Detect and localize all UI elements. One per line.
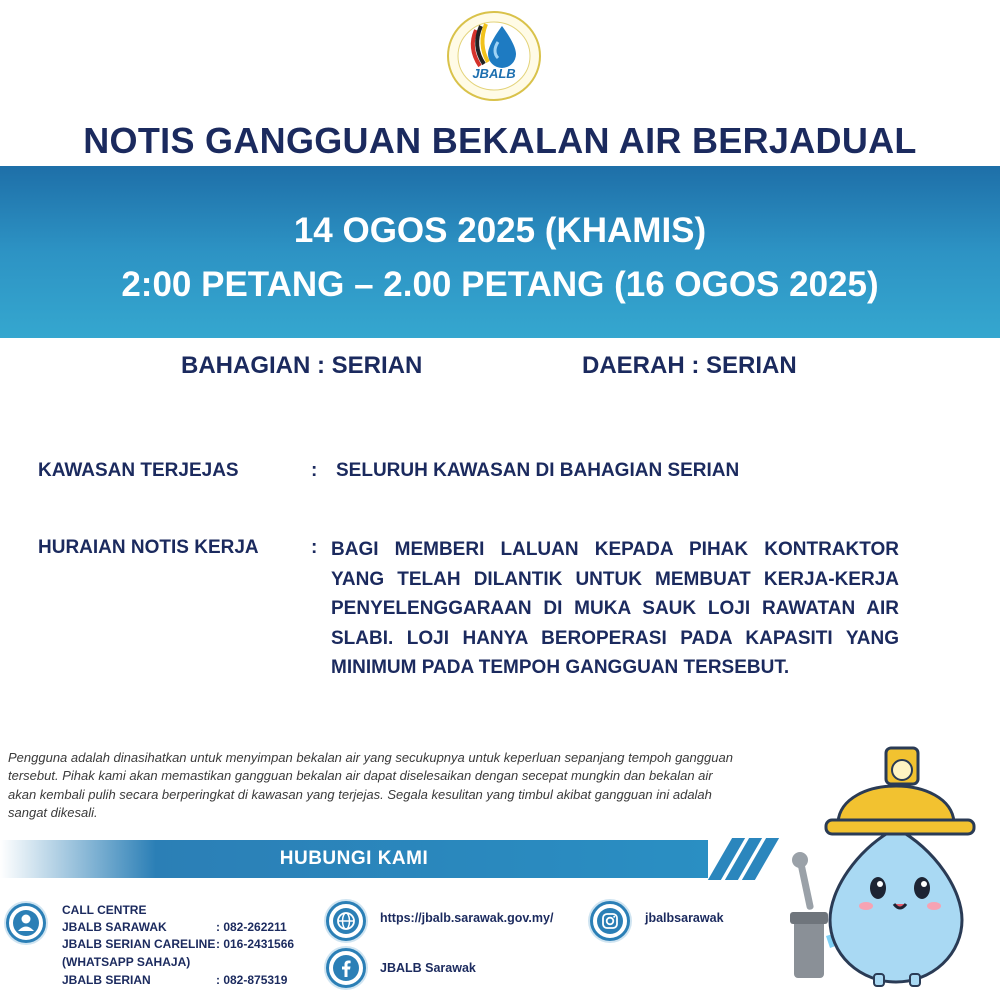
website-link[interactable]: https://jbalb.sarawak.gov.my/ bbox=[380, 911, 554, 925]
area-colon: : bbox=[311, 460, 318, 481]
contact-line-label: JBALB SERIAN CARELINE bbox=[62, 937, 216, 951]
daerah-text: DAERAH : SERIAN bbox=[582, 352, 797, 379]
contact-title: HUBUNGI KAMI bbox=[279, 848, 429, 869]
banner-time: 2:00 PETANG – 2.00 PETANG (16 OGOS 2025) bbox=[121, 265, 879, 304]
logo-wordmark: JBALB bbox=[472, 66, 516, 81]
user-icon bbox=[6, 903, 46, 943]
advisory-text: Pengguna adalah dinasihatkan untuk menyimpan bekalan air yang secukupnya untuk keperluan sepanjang tempoh gangguan tersebut. Pihak kami akan memastikan gangguan bekalan air dapat diselesaikan dengan secepat mungkin dan bekalan air akan kembali pulih secara berperingkat di kawasan yang terjejas. Segala kesulitan yang timbul akibat gangguan ini adalah sangat dikesali. bbox=[8, 750, 733, 821]
contact-line-value[interactable]: : 016-2431566 bbox=[216, 937, 295, 951]
contact-line-label: JBALB SARAWAK bbox=[62, 920, 167, 934]
area-label: KAWASAN TERJEJAS bbox=[38, 460, 239, 481]
contact-line-value[interactable]: : 082-875319 bbox=[216, 973, 288, 987]
contact-line-value[interactable]: : 082-262211 bbox=[216, 920, 287, 934]
call-centre-heading: CALL CENTRE bbox=[62, 903, 147, 917]
contact-line-label: JBALB SERIAN bbox=[62, 973, 151, 987]
banner-date: 14 OGOS 2025 (KHAMIS) bbox=[293, 211, 707, 250]
contact-header-bar bbox=[0, 840, 708, 878]
facebook-icon bbox=[326, 948, 366, 988]
work-label: HURAIAN NOTIS KERJA bbox=[38, 537, 259, 558]
jbalb-logo bbox=[446, 8, 542, 104]
area-value: SELURUH KAWASAN DI BAHAGIAN SERIAN bbox=[336, 460, 740, 481]
work-description: BAGI MEMBERI LALUAN KEPADA PIHAK KONTRAKTOR YANG TELAH DILANTIK UNTUK MEMBUAT KERJA-KERJA PENYELENGGARAAN DI MUKA SAUK LOJI RAWATAN AIR SLABI. LOJI HANYA BEROPERASI PADA KAPASITI YANG MINIMUM PADA TEMPOH GANGGUAN TERSEBUT. bbox=[331, 539, 899, 679]
page-title: NOTIS GANGGUAN BEKALAN AIR BERJADUAL bbox=[83, 120, 917, 161]
globe-icon bbox=[326, 901, 366, 941]
instagram-link[interactable]: jbalbsarawak bbox=[645, 911, 724, 925]
bahagian-text: BAHAGIAN : SERIAN bbox=[181, 352, 423, 379]
water-drop-mascot bbox=[786, 740, 996, 990]
instagram-icon bbox=[590, 901, 630, 941]
work-colon: : bbox=[311, 537, 318, 558]
facebook-link[interactable]: JBALB Sarawak bbox=[380, 961, 476, 975]
contact-line-label: (WHATSAPP SAHAJA) bbox=[62, 955, 191, 969]
date-banner bbox=[0, 166, 1000, 338]
